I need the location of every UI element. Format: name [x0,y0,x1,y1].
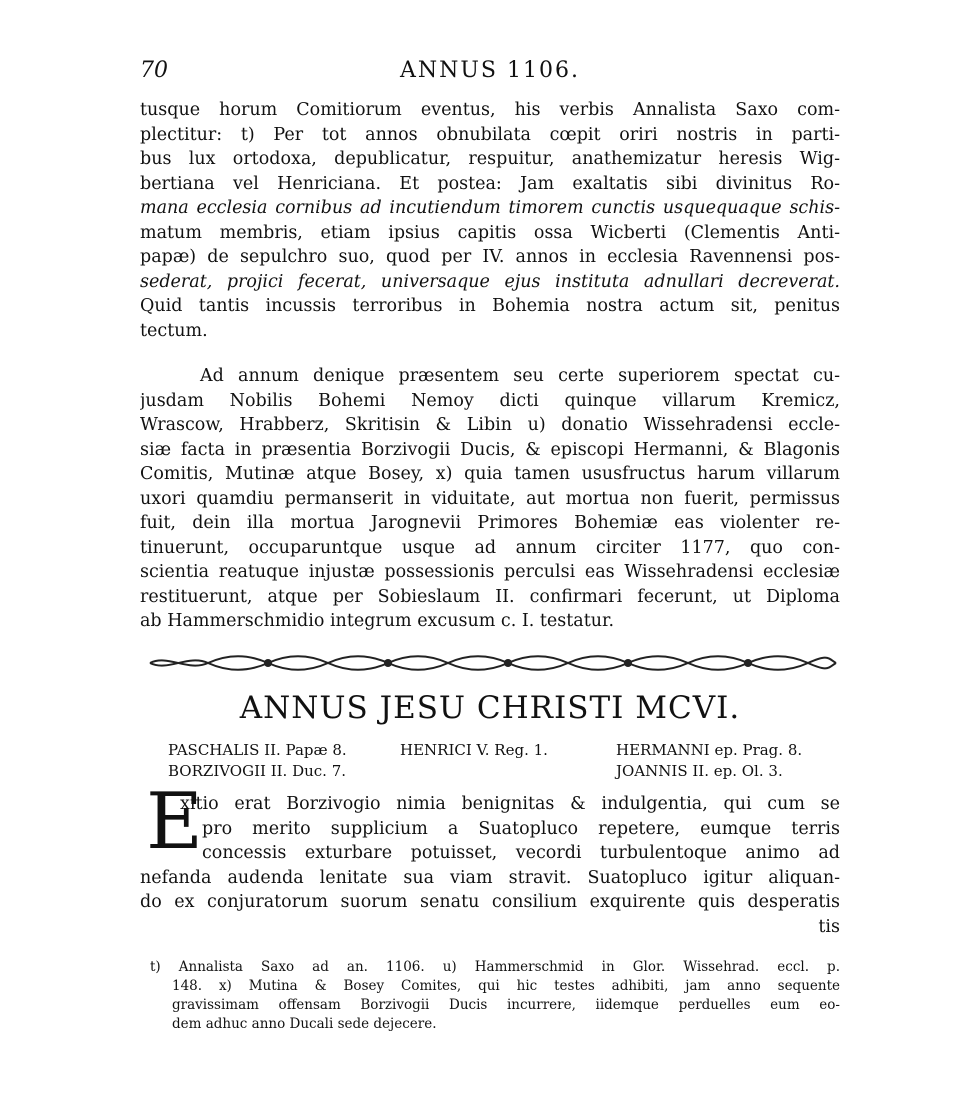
rulers-row [168,740,828,761]
footnote-line: 148. x) Mutina & Bosey Comites, qui hic testes adhibiti, jam anno sequente [172,978,840,994]
text-line: matum membris, etiam ipsius capitis ossa Wicberti (Clementis Anti- [140,222,840,243]
paragraph-donatio [140,364,840,634]
paragraph-annalista [140,98,840,343]
chapter-paragraph [140,792,840,939]
text-line: do ex conjuratorum suorum senatu consilium exquirente quis desperatis [140,892,840,912]
text-line: concessis exturbare potuisset, vecordi turbulentoque animo ad [202,843,840,863]
text-line: sederat, projici fecerat, universaque ejus instituta adnullari decreverat. [140,271,840,292]
ruler-entry: BORZIVOGII II. Duc. 7. [168,762,347,780]
footnotes [150,958,840,1034]
drop-cap: E [146,777,203,867]
text-line: restituerunt, atque per Sobieslaum II. confirmari fecerunt, ut Diploma [140,586,840,607]
text-line: tectum. [140,320,208,341]
text-line: Wrascow, Hrabberz, Skritisin & Libin u) donatio Wissehradensi eccle- [140,415,840,435]
text-line: jusdam Nobilis Bohemi Nemoy dicti quinque villarum Kremicz, [140,390,840,411]
footnote-line: gravissimam offensam Borzivogii Ducis incurrere, iidemque perduelles eum eo- [172,997,840,1013]
text-line: ab Hammerschmidio integrum excusum c. I. testatur. [140,611,615,631]
text-line: fuit, dein illa mortua Jarognevii Primores Bohemiæ eas violenter re- [140,513,840,533]
ornament-divider [148,654,838,672]
page-number: 70 [140,58,168,83]
text-line: scientia reatuque injustæ possessionis perculsi eas Wissehradensi ecclesiæ [140,562,840,582]
rulers-row [168,761,828,782]
ruler-entry: JOANNIS II. ep. Ol. 3. [616,762,783,780]
text-line: Quid tantis incussis terroribus in Bohemia nostra actum sit, penitus [140,296,840,316]
running-header [140,58,840,92]
ruler-entry: HERMANNI ep. Prag. 8. [616,741,803,759]
ruler-entry: PASCHALIS II. Papæ 8. [168,741,347,759]
text-line: siæ facta in præsentia Borzivogii Ducis, & episcopi Hermanni, & Blagonis [140,439,840,460]
footnote-line: dem adhuc anno Ducali sede dejecere. [172,1016,437,1032]
text-line: Comitis, Mutinæ atque Bosey, x) quia tamen ususfructus harum villarum [140,464,840,484]
running-title: ANNUS 1106. [400,58,580,83]
text-line: Ad annum denique præsentem seu certe superiorem spectat cu- [200,366,840,386]
text-line: uxori quamdiu permanserit in viduitate, aut mortua non fuerit, permissus [140,488,840,509]
chapter-title: ANNUS JESU CHRISTI MCVI. [239,690,741,726]
text-line: tinuerunt, occuparuntque usque ad annum circiter 1177, quo con- [140,537,840,558]
text-line: nefanda audenda lenitate sua viam stravit. Suatopluco igitur aliquan- [140,867,840,888]
rulers-table [168,740,828,782]
text-line: mana ecclesia cornibus ad incutiendum timorem cunctis usquequaque schis- [140,198,840,218]
text-line: plectitur: t) Per tot annos obnubilata cœpit oriri nostris in parti- [140,124,840,145]
catchword: tis [818,916,840,937]
footnote-line: t) Annalista Saxo ad an. 1106. u) Hammerschmid in Glor. Wissehrad. eccl. p. [150,959,840,975]
text-line: bus lux ortodoxa, depublicatur, respuitur, anathemizatur heresis Wig- [140,149,840,169]
ruler-entry: HENRICI V. Reg. 1. [400,741,548,759]
text-line: bertiana vel Henriciana. Et postea: Jam exaltatis sibi divinitus Ro- [140,173,840,194]
text-line: papæ) de sepulchro suo, quod per IV. annos in ecclesia Ravennensi pos- [140,247,840,267]
text-line: pro merito supplicium a Suatopluco repetere, eumque terris [202,818,840,839]
text-line: xitio erat Borzivogio nimia benignitas & indulgentia, qui cum se [180,794,840,814]
text-line: tusque horum Comitiorum eventus, his verbis Annalista Saxo com- [140,100,840,120]
